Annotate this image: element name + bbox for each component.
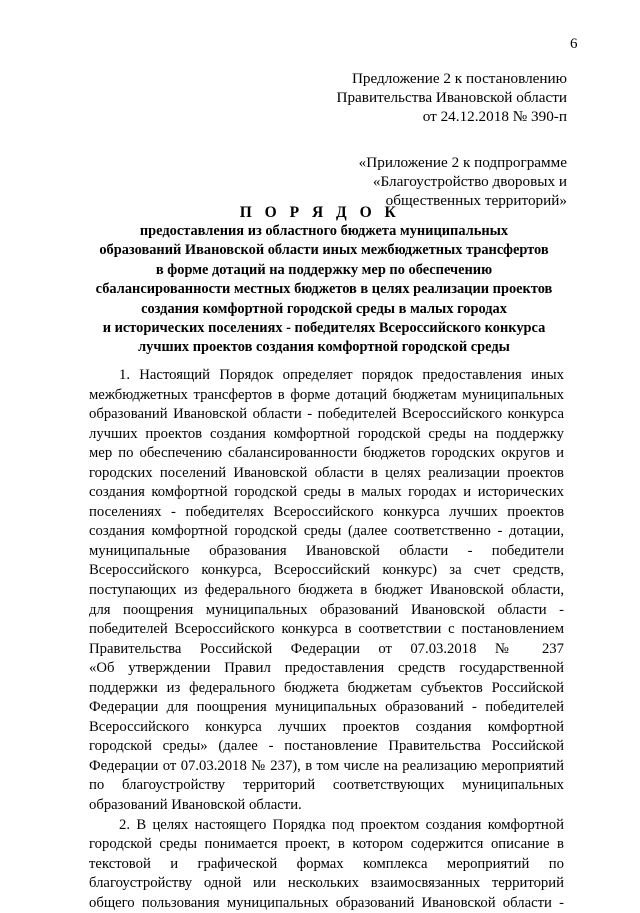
body-line: общего пользования муниципальных образований Ивановской области - [89,894,564,911]
body-line: 2. В целях настоящего Порядка под проектом создания комфортной [119,816,564,833]
body-line: городских поселений Ивановской области в целях реализации проектов [89,464,564,481]
header-block [237,69,567,210]
body-line: городской среды понимается проект, в котором содержится описание в [89,836,564,853]
body-line: городской среды» (далее - постановление Правительства Российской [89,738,564,755]
body-line: благоустройству одной или нескольких взаимосвязанных территорий [89,875,564,892]
body-line: создания комфортной городской среды в малых городах и исторических [89,484,564,501]
subtitle-line: сбалансированности местных бюджетов в целях реализации проектов [95,281,553,298]
body-line: лучших проектов создания комфортной городской среды на поддержку [89,425,564,442]
body-line: Федерации от 07.03.2018 № 237), в том числе на реализацию мероприятий [89,757,564,774]
body-line: создания комфортной городской среды (далее соответственно - дотации, [89,523,564,540]
body-text [89,366,564,913]
subtitle-line: создания комфортной городской среды в малых городах [141,300,507,317]
document-title: П О Р Я Д О К [239,204,401,221]
body-line: Правительства Российской Федерации от 07.03.2018 № 237 [89,640,564,657]
body-line: межбюджетных трансфертов в форме дотаций бюджетам муниципальных [89,386,564,403]
body-line: Всероссийского конкурса лучших проектов создания комфортной [89,718,564,735]
annex-line: «Приложение 2 к подпрограмме [358,154,567,171]
header-line: Правительства Ивановской области [336,89,567,106]
body-line: образований Ивановской области - победителей Всероссийского конкурса [89,406,564,423]
subtitle-line: образований Ивановской области иных межбюджетных трансфертов [99,242,549,259]
header-line: от 24.12.2018 № 390-п [422,108,567,125]
document-subtitle [80,222,568,358]
body-line: поступающих из федерального бюджета в бюджет Ивановской области, [89,582,564,599]
annex-line: «Благоустройство дворовых и [372,173,567,190]
body-line: поселениях - победителях Всероссийского конкурса лучших проектов [89,503,564,520]
body-line: Федерации для поощрения муниципальных образований - победителей [89,699,564,716]
body-line: Всероссийского конкурса, Всероссийский конкурс) за счет средств, [89,562,564,579]
header-line: Предложение 2 к постановлению [351,70,567,87]
body-line: победителей Всероссийского конкурса в соответствии с постановлением [89,621,564,638]
subtitle-line: в форме дотаций на поддержку мер по обеспечению [155,261,493,278]
body-line: 1. Настоящий Порядок определяет порядок предоставления иных [119,367,564,383]
body-line: мер по обеспечению сбалансированности бюджетов городских округов и [89,445,564,462]
body-line: текстовой и графической формах комплекса мероприятий по [89,855,564,872]
subtitle-line: предоставления из областного бюджета муниципальных [139,223,509,239]
header-gap [237,126,567,153]
body-line: образований Ивановской области. [89,797,302,814]
annex-line: общественных территорий» [385,192,567,209]
body-line: «Об утверждении Правил предоставления средств государственной [89,660,564,677]
subtitle-line: лучших проектов создания комфортной городской среды [138,339,510,356]
subtitle-line: и исторических поселениях - победителях Всероссийского конкурса [102,320,546,337]
body-line: поддержки из федерального бюджета бюджетам субъектов Российской [89,679,564,696]
body-line: для поощрения муниципальных образований Ивановской области - [89,601,564,618]
body-line: муниципальные образования Ивановской области - победители [89,542,564,559]
page-number: 6 [570,36,578,52]
body-line: по благоустройству территорий соответствующих муниципальных [89,777,564,794]
